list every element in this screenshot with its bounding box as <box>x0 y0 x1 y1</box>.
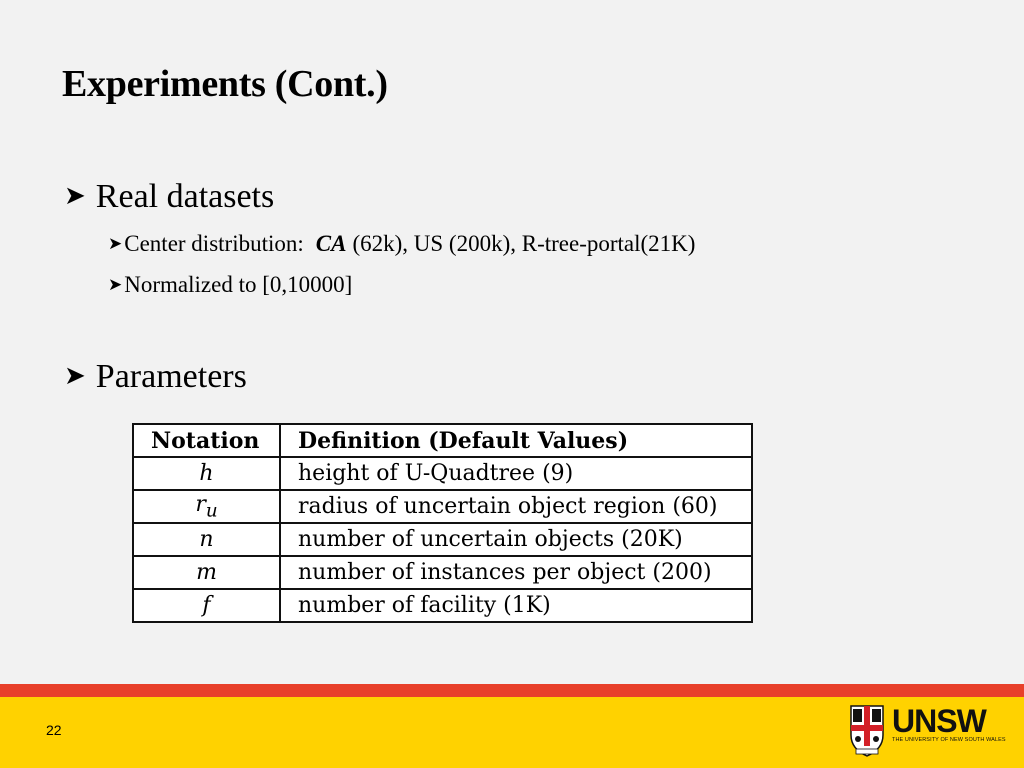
unsw-logo <box>850 705 1006 757</box>
parameters-table <box>132 423 753 623</box>
definition-cell: radius of uncertain object region (60) <box>280 490 752 523</box>
definition-cell: number of instances per object (200) <box>280 556 752 589</box>
notation-cell: m <box>133 556 280 589</box>
table-row <box>133 589 752 622</box>
definition-cell: number of facility (1K) <box>280 589 752 622</box>
bullet-normalized <box>108 272 352 298</box>
table-header-row <box>133 424 752 457</box>
real-datasets-heading: Real datasets <box>95 178 275 215</box>
center-distribution-label: Center distribution: <box>124 231 304 256</box>
logo-text: UNSW <box>892 703 986 739</box>
unsw-crest-icon <box>850 705 884 757</box>
header-definition: Definition (Default Values) <box>280 424 752 457</box>
notation-cell: h <box>133 457 280 490</box>
definition-cell: number of uncertain objects (20K) <box>280 523 752 556</box>
normalized-text: Normalized to [0,10000] <box>124 272 353 297</box>
center-distribution-values: (62k), US (200k), R-tree-portal(21K) <box>352 231 696 256</box>
notation-cell: f <box>133 589 280 622</box>
table-row <box>133 556 752 589</box>
arrow-bullet-icon: ➤ <box>108 234 123 253</box>
header-notation: Notation <box>133 424 280 457</box>
notation-cell: n <box>133 523 280 556</box>
bullet-real-datasets <box>64 178 274 216</box>
arrow-bullet-icon: ➤ <box>108 275 123 294</box>
table-row <box>133 523 752 556</box>
notation-cell: $r_u$ <box>133 490 280 523</box>
arrow-bullet-icon: ➤ <box>64 361 86 390</box>
parameters-heading: Parameters <box>95 358 247 395</box>
definition-cell: height of U-Quadtree (9) <box>280 457 752 490</box>
table-row <box>133 457 752 490</box>
table-row <box>133 490 752 523</box>
logo-subtext: THE UNIVERSITY OF NEW SOUTH WALES <box>892 737 1006 743</box>
notation-subscript: u <box>205 500 218 522</box>
bullet-center-distribution <box>108 231 695 257</box>
arrow-bullet-icon: ➤ <box>64 181 86 210</box>
slide-title: Experiments (Cont.) <box>62 63 388 105</box>
dataset-ca: CA <box>315 231 347 256</box>
bullet-parameters <box>64 358 247 396</box>
page-number: 22 <box>46 722 62 738</box>
footer-red-stripe <box>0 684 1024 697</box>
